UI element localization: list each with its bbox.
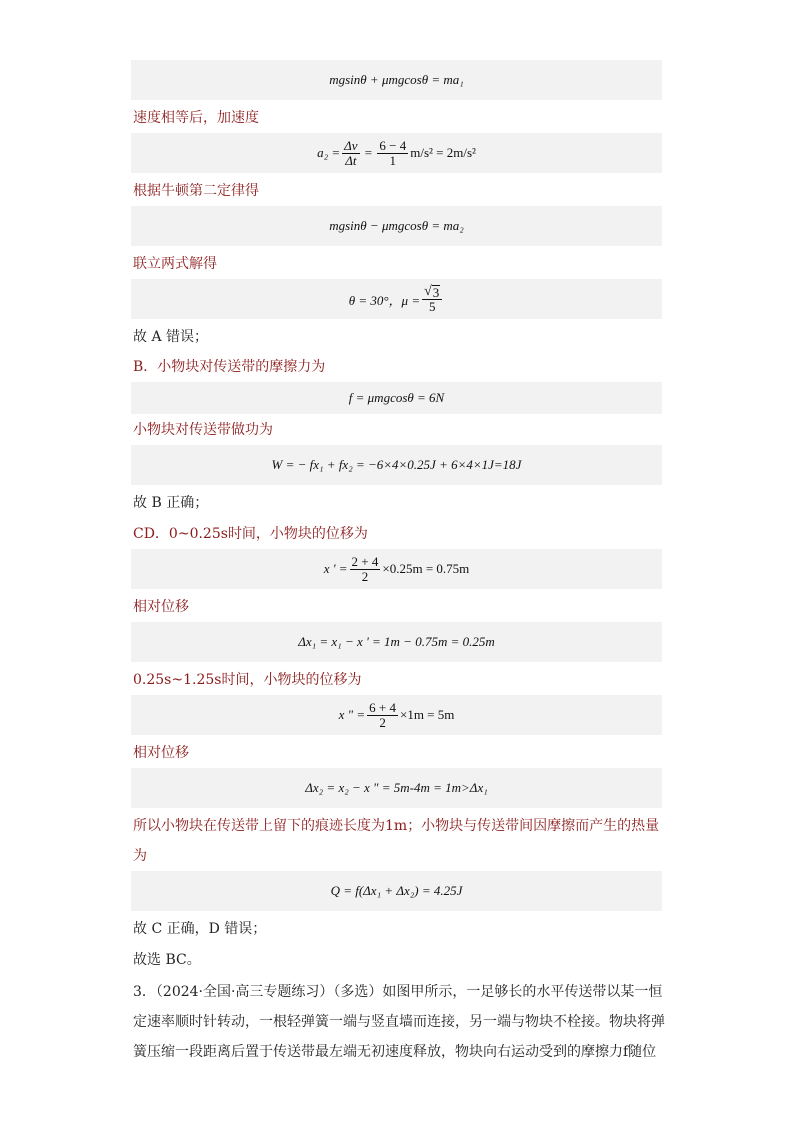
equation-acceleration: a₂ = $\frac{\Delta v}{\Delta t}$ = $\frac{6 - 4}{1}$ m/s² = 2m/s² bbox=[317, 137, 476, 168]
equation-newton-first: mgsinθ + μmgcosθ = ma₁ bbox=[329, 72, 464, 87]
text-line: 为 bbox=[133, 848, 147, 864]
text-line: 相对位移 bbox=[133, 599, 189, 615]
text-line: 故选 BC。 bbox=[133, 952, 201, 968]
text-line: 根据牛顿第二定律得 bbox=[133, 183, 259, 199]
text-line: 速度相等后，加速度 bbox=[133, 110, 259, 126]
equation-box-3 bbox=[131, 206, 662, 246]
fraction: $\frac{2 + 4}{2}$ bbox=[351, 553, 379, 584]
equation-box-7 bbox=[131, 549, 662, 589]
text-line: 相对位移 bbox=[133, 745, 189, 761]
equation-box-9 bbox=[131, 695, 662, 735]
equation-box-6 bbox=[131, 445, 662, 485]
equation-displacement-1: x ' = $\frac{2 + 4}{2}$ ×0.25m = 0.75m bbox=[323, 553, 470, 584]
question-3-line-2: 定速率顺时针转动，一根轻弹簧一端与竖直墙而连接，另一端与物块不栓接。物块将弹 bbox=[133, 1014, 665, 1030]
equation-box-4 bbox=[131, 279, 662, 319]
fraction: $\frac{6 - 4}{1}$ bbox=[379, 137, 407, 168]
equation-work: W = − fx₁ + fx₂ = −6×4×0.25J + 6×4×1J=18J bbox=[271, 457, 522, 472]
text-line: 故 C 正确，D 错误； bbox=[133, 921, 267, 937]
fraction: √ 3 5 bbox=[422, 284, 442, 314]
equation-box-8 bbox=[131, 622, 662, 662]
equation-box-1 bbox=[131, 60, 662, 100]
equation-solution: θ = 30°，μ = √ 3 5 bbox=[349, 284, 445, 314]
question-3-line-1: 3．（2024·全国·高三专题练习）（多选）如图甲所示，一足够长的水平传送带以某一恒 bbox=[133, 984, 663, 1000]
text-line: 故 A 错误； bbox=[133, 329, 209, 345]
text-line: 小物块对传送带做功为 bbox=[133, 422, 273, 438]
text-line: CD．0~0.25s时间，小物块的位移为 bbox=[133, 526, 368, 542]
equation-box-2 bbox=[131, 133, 662, 173]
text-line: 所以小物块在传送带上留下的痕迹长度为1m；小物块与传送带间因摩擦而产生的热量 bbox=[133, 818, 660, 834]
equation-friction: f = μmgcosθ = 6N bbox=[348, 390, 445, 405]
equation-heat: Q = f(Δx₁ + Δx₂) = 4.25J bbox=[330, 883, 463, 898]
fraction: $\frac{\Delta v}{\Delta t}$ bbox=[344, 137, 358, 168]
text-line: 故 B 正确； bbox=[133, 495, 209, 511]
text-line: 联立两式解得 bbox=[133, 256, 217, 272]
question-3-line-3: 簧压缩一段距离后置于传送带最左端无初速度释放，物块向右运动受到的摩擦力f随位 bbox=[133, 1044, 657, 1060]
equation-box-11 bbox=[131, 871, 662, 911]
text-line: B．小物块对传送带的摩擦力为 bbox=[133, 359, 326, 375]
equation-displacement-2: x " = $\frac{6 + 4}{2}$ ×1m = 5m bbox=[338, 699, 455, 730]
equation-relative-displacement-2: Δx₂ = x₂ − x " = 5m-4m = 1m>Δx₁ bbox=[305, 780, 488, 795]
equation-newton-second: mgsinθ − μmgcosθ = ma₂ bbox=[329, 218, 464, 233]
fraction: $\frac{6 + 4}{2}$ bbox=[369, 699, 396, 730]
text-line: 0.25s~1.25s时间，小物块的位移为 bbox=[133, 672, 362, 688]
equation-relative-displacement-1: Δx₁ = x₁ − x ' = 1m − 0.75m = 0.25m bbox=[298, 634, 495, 649]
sqrt: √ 3 bbox=[424, 284, 440, 300]
equation-box-10 bbox=[131, 768, 662, 808]
equation-box-5 bbox=[131, 382, 662, 414]
